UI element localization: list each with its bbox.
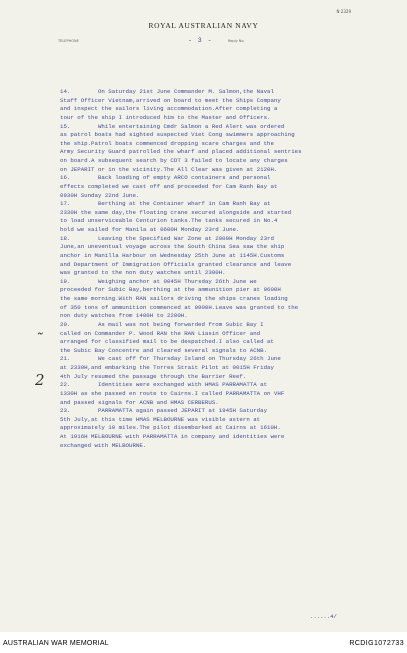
margin-tick-mark: ˜ <box>35 330 43 348</box>
body-line: Staff Officer Vietnam,arrived on board to meet the Ships Company <box>60 96 281 104</box>
body-line: and Department of Immigration Officials granted clearance and leave <box>60 260 292 268</box>
body-line: hold we sailed for Manila at 0600H Monday 23rd June. <box>60 226 240 233</box>
body-line: 18. Leaving the Specified War Zone at 2000H Monday 23rd <box>60 234 274 242</box>
body-line: 14. On Saturday 21st June Commander M. Salmon,the Naval <box>60 88 274 95</box>
body-line: 22. Identities were exchanged with HMAS PARRAMATTA at <box>60 381 268 389</box>
body-line: tour of the ship I introduced him to the Master and Officers. <box>60 113 271 121</box>
body-line: was granted to the non duty watches until 2300H. <box>60 269 226 277</box>
body-line: at 2330H,and embarking the Torres Strait Pilot at 0015H Friday <box>60 364 274 371</box>
body-line: June,an uneventual voyage across the South China Sea saw the ship <box>60 243 285 251</box>
body-line: 21. We cast off for Thursday Island on Thursday 26th June <box>60 355 281 363</box>
telephone-label: TELEPHONE <box>58 39 79 43</box>
body-line: arranged for classified mail to be despatched.I also called at <box>60 338 274 346</box>
report-body <box>60 88 380 450</box>
reply-number-label: Reply No. <box>228 39 245 43</box>
footer-record-id: RCDIG1072733 <box>349 640 404 647</box>
body-line: anchor in Manilla Harbour on Wednesday 25th June at 1145H.Customs <box>60 251 285 259</box>
continuation-marker: ......4/ <box>310 613 337 620</box>
body-line: 23. PARRAMATTA again passed JEPARIT at 1945H Saturday <box>60 407 268 415</box>
body-line: and inspect the sailors living accommodation.After completing a <box>60 105 278 113</box>
letterhead-title: ROYAL AUSTRALIAN NAVY <box>148 21 259 30</box>
archive-footer <box>0 637 407 653</box>
body-line: 16. Back loading of empty ARCO containers and personal <box>60 174 271 182</box>
body-line: effects completed we cast off and proceeded for Cam Ranh Bay at <box>60 182 278 190</box>
body-line: 2330H the same day,the floating crane secured alongside and started <box>60 208 292 216</box>
body-line: as patrol boats had sighted suspected Viet Cong swimmers approaching <box>60 131 295 139</box>
footer-source: AUSTRALIAN WAR MEMORIAL <box>3 640 109 647</box>
body-line: on JEPARIT or in the vicinity.The All Clear was given at 2120H. <box>60 165 278 173</box>
body-line: of 350 tons of ammunition commenced at 0900H.Leave was granted to the <box>60 303 299 311</box>
margin-handwritten-number: 2 <box>35 371 45 389</box>
body-line: called on Commander P. Wood RAN the RAN Liasin Officer and <box>60 329 261 337</box>
body-line: the Subic Bay Concentre and cleared several signals to ACNB. <box>60 346 268 354</box>
body-line: 20. As mail was not being forwarded from Subic Bay I <box>60 320 264 328</box>
body-line: the ship.Patrol boats commenced dropping scare charges and the <box>60 139 274 147</box>
body-line: 5th July,at this time HMAS MELBOURNE was visible astern at <box>60 415 261 423</box>
body-line: Army Security Guard patrolled the wharf and placed additional sentries <box>60 148 302 156</box>
body-line: 15. While entertaining Cmdr Salmon a Red Alert was ordered <box>60 122 285 130</box>
body-line: non duty watches from 1400H to 2200H. <box>60 312 188 320</box>
body-line: on board.A subsequent search by CDT 3 failed to locate any charges <box>60 157 288 164</box>
body-line: 0930H Sunday 22nd June. <box>60 191 140 199</box>
body-line: the same morning.With RAN sailors driving the ships cranes loading <box>60 295 288 302</box>
body-line: At 1916H MELBOURNE with PARRAMATTA in company and identities were <box>60 433 285 440</box>
body-line: 1330H as she passed en route to Cairns.I called PARRAMATTA on VHF <box>60 389 285 397</box>
body-line: 4th July resumed the passage through the Barrier Reef. <box>60 372 247 380</box>
body-line: to load unserviceable Centurion tanks.The tanks secured in No.4 <box>60 217 278 225</box>
body-line: exchanged with MELBOURNE. <box>60 441 147 449</box>
page-number: - 3 - <box>188 37 213 44</box>
form-number: N 2329 <box>336 9 351 14</box>
body-line: 17. Berthing at the Container wharf in Cam Ranh Bay at <box>60 200 271 208</box>
body-line: approximately 10 miles.The pilot disembarked at Cairns at 1610H. <box>60 424 281 432</box>
body-line: proceeded for Subic Bay,berthing at the ammunition pier at 0600H <box>60 286 281 294</box>
body-line: 19. Weighing anchor at 0045H Thursday 26th June we <box>60 277 257 285</box>
body-line: and passed signals for ACNB and HMAS CERBERUS. <box>60 398 219 406</box>
